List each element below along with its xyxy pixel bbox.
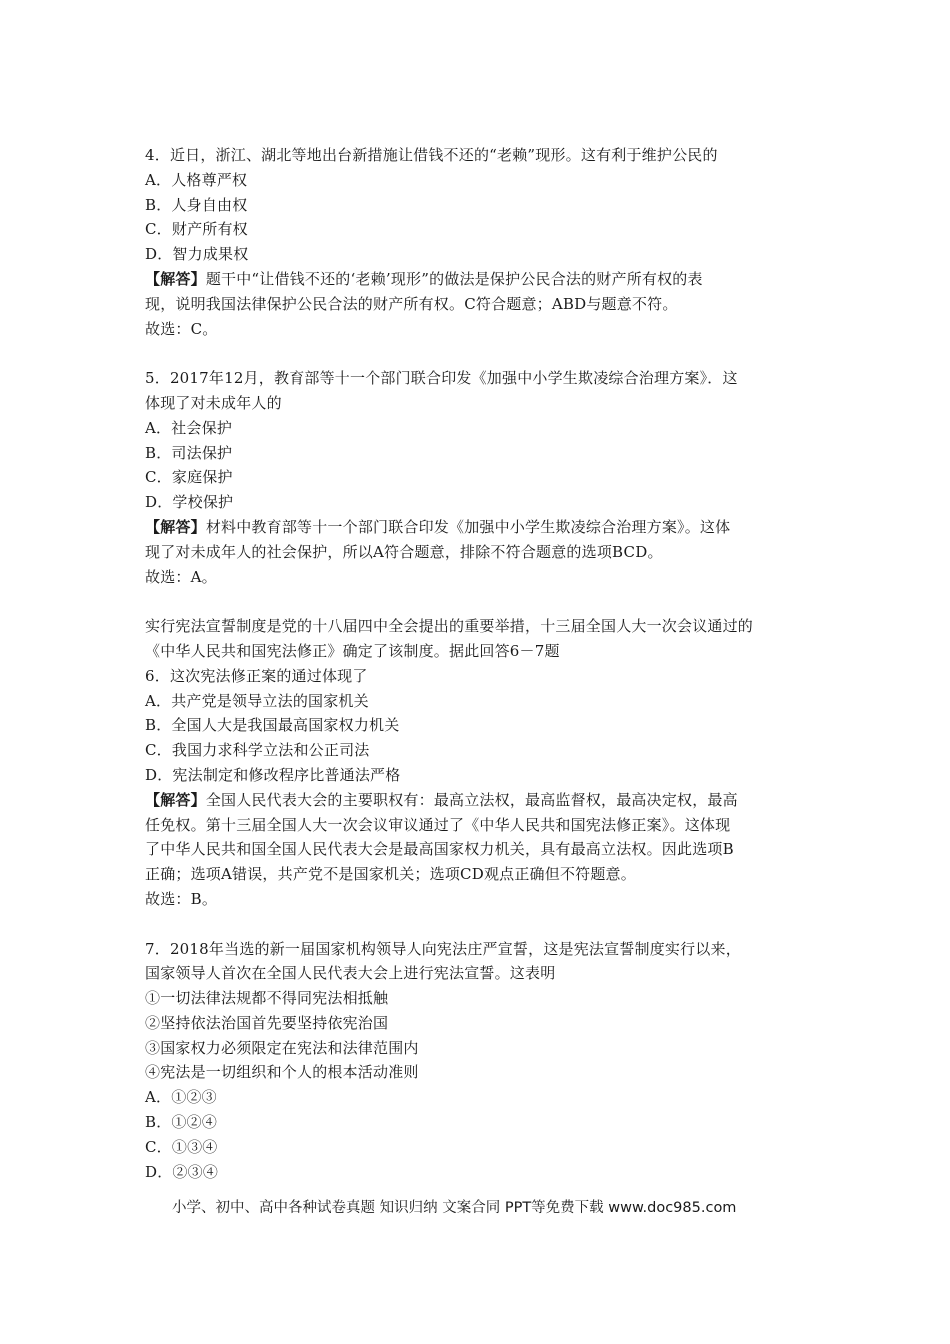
question-4 [145, 143, 815, 341]
option-d: D．智力成果权 [145, 245, 249, 264]
answer-line [145, 788, 815, 813]
option-c: C．财产所有权 [145, 220, 248, 239]
answer-choice: 故选：B。 [145, 889, 218, 908]
option-d: D．宪法制定和修改程序比普通法严格 [145, 765, 401, 784]
option-a: A．人格尊严权 [145, 170, 248, 189]
option-b: B．全国人大是我国最高国家权力机关 [145, 716, 400, 735]
option-c: C．①③④ [145, 1137, 218, 1156]
answer-tag: 【解答】 [145, 269, 206, 288]
question-stem: 7．2018年当选的新一届国家机构领导人向宪法庄严宣誓，这是宪法宣誓制度实行以来， [145, 939, 741, 958]
answer-line: 现了对未成年人的社会保护，所以A符合题意，排除不符合题意的选项BCD。 [145, 542, 663, 561]
option-c: C．家庭保护 [145, 468, 233, 487]
statement-4: ④宪法是一切组织和个人的根本活动准则 [145, 1063, 419, 1082]
spacer [145, 912, 815, 937]
option-b: B．①②④ [145, 1113, 218, 1132]
option-a: A．社会保护 [145, 418, 233, 437]
question-stem: 5．2017年12月，教育部等十一个部门联合印发《加强中小学生欺凌综合治理方案》．这 [145, 369, 738, 388]
statement-3: ③国家权力必须限定在宪法和法律范围内 [145, 1038, 419, 1057]
spacer [145, 341, 815, 366]
page-footer: 小学、初中、高中各种试卷真题 知识归纳 文案合同 PPT等免费下载 www.doc985.com [172, 1200, 737, 1216]
answer-line: 了中华人民共和国全国人民代表大会是最高国家权力机关，具有最高立法权。因此选项B [145, 840, 734, 859]
option-a: A．①②③ [145, 1088, 217, 1107]
answer-choice: 故选：C。 [145, 319, 218, 338]
answer-text: 材料中教育部等十一个部门联合印发《加强中小学生欺凌综合治理方案》。这体 [205, 517, 731, 536]
answer-line: 任免权。第十三届全国人大一次会议审议通过了《中华人民共和国宪法修正案》。这体现 [145, 815, 731, 834]
option-b: B．人身自由权 [145, 195, 248, 214]
question-stem: 体现了对未成年人的 [145, 393, 282, 412]
question-stem: 4．近日，浙江、湖北等地出台新措施让借钱不还的“老赖”现形。这有利于维护公民的 [145, 146, 718, 164]
answer-tag: 【解答】 [145, 790, 206, 809]
question-stem: 6．这次宪法修正案的通过体现了 [145, 666, 368, 685]
question-6 [145, 664, 815, 912]
answer-line: 现，说明我国法律保护公民合法的财产所有权。C符合题意；ABD与题意不符。 [145, 294, 678, 313]
document-body [145, 143, 815, 1184]
answer-choice: 故选：A。 [145, 567, 217, 586]
question-stem: 国家领导人首次在全国人民代表大会上进行宪法宣誓。这表明 [145, 964, 556, 983]
spacer [145, 589, 815, 614]
question-5 [145, 366, 815, 589]
answer-text: 全国人民代表大会的主要职权有：最高立法权，最高监督权，最高决定权，最高 [205, 790, 738, 809]
statement-2: ②坚持依法治国首先要坚持依宪治国 [145, 1013, 389, 1032]
answer-line [145, 267, 815, 292]
answer-text: 题干中“让借钱不还的‘老赖’现形”的做法是保护公民合法的财产所有权的表 [205, 269, 703, 288]
statement-1: ①一切法律法规都不得同宪法相抵触 [145, 989, 389, 1008]
answer-line [145, 515, 815, 540]
option-a: A．共产党是领导立法的国家机关 [145, 691, 369, 710]
answer-tag: 【解答】 [145, 517, 206, 536]
question-7 [145, 937, 815, 1185]
option-d: D．②③④ [145, 1162, 219, 1181]
option-d: D．学校保护 [145, 493, 234, 512]
material-intro [145, 614, 815, 664]
intro-line: 《中华人民共和国宪法修正》确定了该制度。据此回答6－7题 [145, 641, 560, 660]
option-c: C．我国力求科学立法和公正司法 [145, 741, 370, 760]
option-b: B．司法保护 [145, 443, 233, 462]
answer-line: 正确；选项A错误，共产党不是国家机关；选项CD观点正确但不符题意。 [145, 865, 636, 884]
intro-line: 实行宪法宣誓制度是党的十八届四中全会提出的重要举措，十三届全国人大一次会议通过的 [145, 617, 754, 636]
